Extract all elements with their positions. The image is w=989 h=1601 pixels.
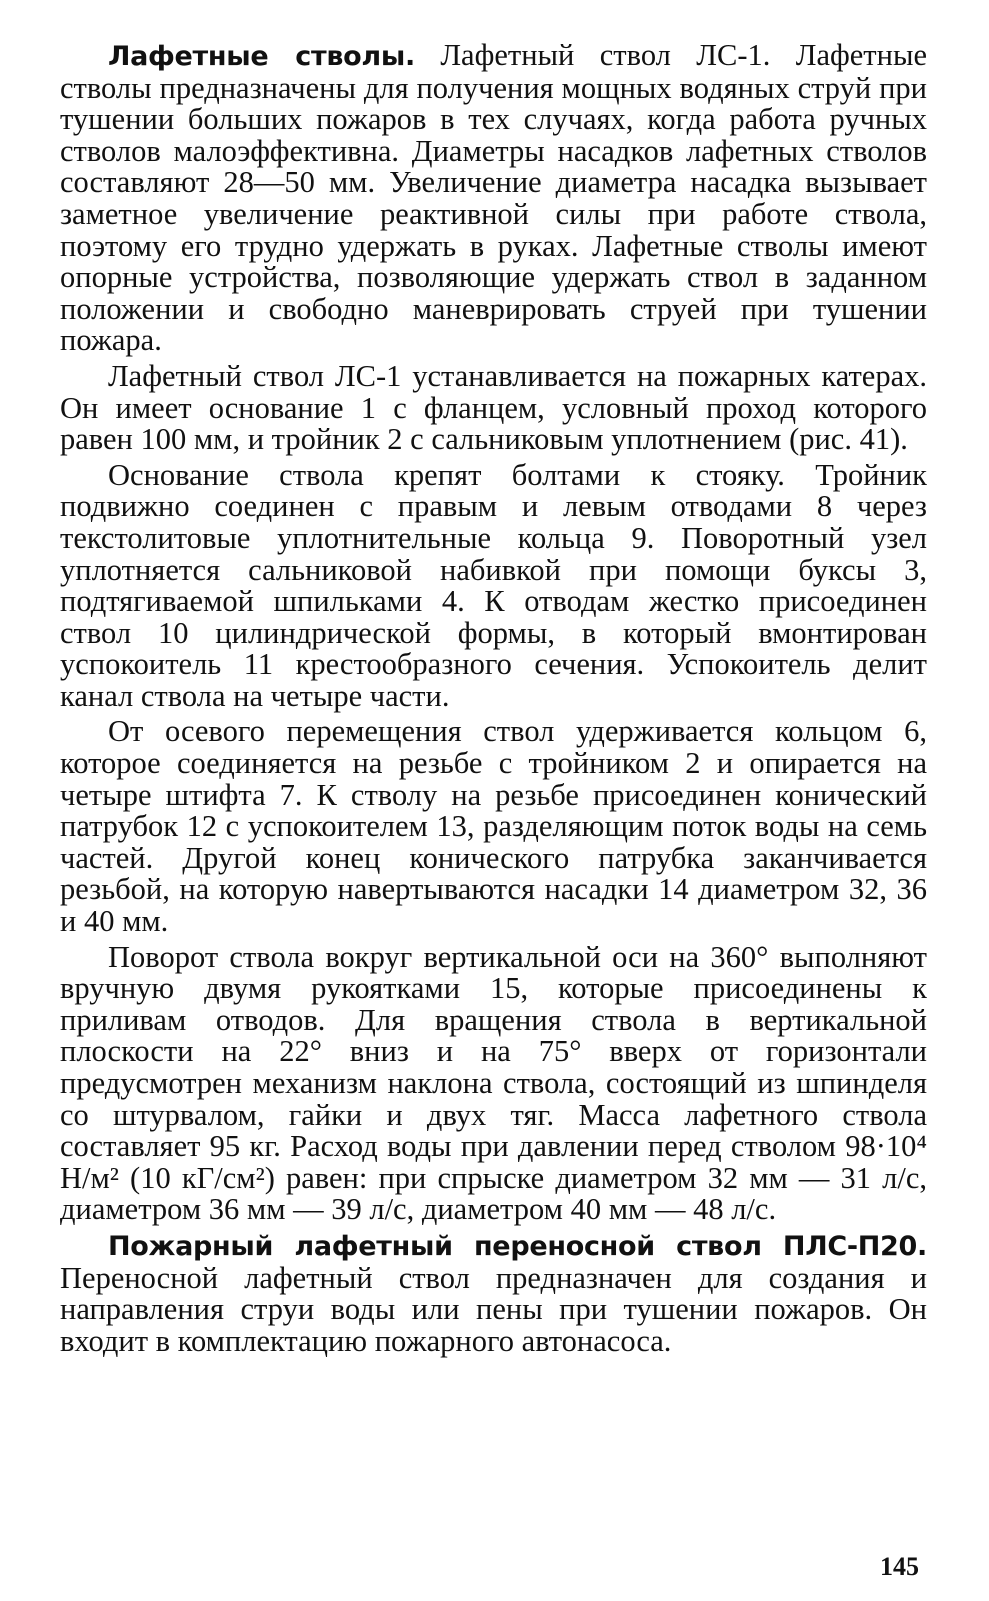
paragraph-pls-p20 (60, 1230, 927, 1357)
paragraph-text: Лафетный ствол ЛС-1 устанавливается на пожарных катерах. Он имеет основание 1 с фланцем, условный проход которого равен 100 мм, и тройник 2 с сальниковым уплотнением (рис. 41). (60, 358, 927, 457)
paragraph-lafetnye-stvoly (60, 40, 927, 357)
paragraph-text: Основание ствола крепят болтами к стояку. Тройник подвижно соединен с правым и левым отводами 8 через текстолитовые уплотнительные кольца 9. Поворотный узел уплотняется сальниковой набивкой при помощи буксы 3, подтягиваемой шпильками 4. К отводам жестко присоединен ствол 10 цилиндрической формы, в который вмонтирован успокоитель 11 крестообразного сечения. Успокоитель делит канал ствола на четыре части. (60, 457, 927, 713)
section-heading: Пожарный лафетный переносной ствол ПЛС-П20. (108, 1230, 927, 1262)
paragraph-base-mounting (60, 457, 927, 713)
paragraph-text: От осевого перемещения ствол удерживается кольцом 6, которое соединяется на резьбе с тройником 2 и опирается на четыре штифта 7. К стволу на резьбе присоединен конический патрубок 12 с успокоителем 13, разделяющим поток воды на семь частей. Другой конец конического патрубка заканчивается резьбой, на которую навертываются насадки 14 диаметром 32, 36 и 40 мм. (60, 714, 927, 939)
paragraph-axial-retention (60, 716, 927, 937)
section-heading: Лафетные стволы. (108, 41, 415, 72)
paragraph-text: Переносной лафетный ствол предназначен для создания и направления струи воды или пены при тушении пожаров. Он входит в комплектацию пожарного автонасоса. (60, 1260, 927, 1358)
paragraph-text: Лафетный ствол ЛС-1. Лафетные стволы предназначены для получения мощных водяных струй при тушении больших пожаров в тех случаях, когда работа ручных стволов малоэффективна. Диаметры насадков лафетных стволов составляют 28—50 мм. Увеличение диаметра насадка вызывает заметное увеличение реактивной силы при работе ствола, поэтому его трудно удержать в руках. Лафетные стволы имеют опорные устройства, позволяющие удержать ствол в заданном положении и свободно маневрировать струей при тушении пожара. (60, 38, 927, 358)
page-number: 145 (880, 1552, 919, 1581)
paragraph-text: Поворот ствола вокруг вертикальной оси на 360° выполняют вручную двумя рукоятками 15, которые присоединены к приливам отводов. Для вращения ствола в вертикальной плоскости на 22° вниз и на 75° вверх от горизонтали предусмотрен механизм наклона ствола, состоящий из шпинделя со штурвалом, гайки и двух тяг. Масса лафетного ствола составляет 95 кг. Расход воды при давлении перед стволом 98·10⁴ Н/м² (10 кГ/см²) равен: при спрыске диаметром 32 мм — 31 л/с, диаметром 36 мм — 39 л/с, диаметром 40 мм — 48 л/с. (60, 939, 927, 1227)
paragraph-rotation (60, 939, 927, 1227)
paragraph-ls1-installation (60, 358, 927, 457)
